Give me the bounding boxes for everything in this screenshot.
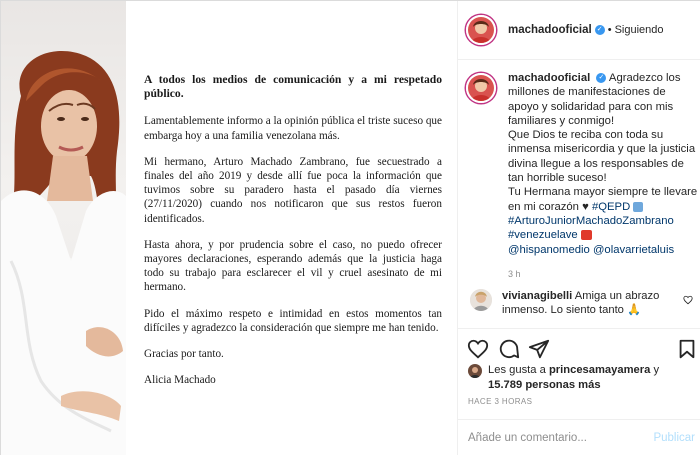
likes-connector: y [653, 364, 660, 376]
likes-count-link[interactable]: 15.789 personas más [488, 378, 601, 391]
like-comment-heart-icon[interactable] [683, 295, 693, 305]
avatar[interactable] [466, 73, 496, 103]
add-comment-bar [458, 419, 700, 455]
header-username[interactable]: machadooficial [508, 24, 592, 36]
letter-paragraph: Pido el máximo respeto e intimidad en estos momentos tan difíciles y agradezco la consideración que siempre me han tenido. [144, 307, 442, 334]
caption-username[interactable]: machadooficial [508, 72, 591, 84]
mention-link[interactable]: @olavarrietaluis [592, 243, 675, 256]
candle-icon [633, 202, 643, 212]
verified-badge-icon: ✓ [596, 73, 606, 83]
caption-line: Que Dios te reciba con toda su inmensa misericordia y que la justicia divina llegue a los responsables de tan horrible suceso! [508, 129, 696, 185]
avatar[interactable] [470, 289, 492, 311]
woman-portrait-illustration [1, 1, 126, 455]
hashtag-link[interactable]: #venezuelave [508, 229, 578, 242]
likes-summary [468, 363, 698, 392]
comment-text [502, 289, 672, 318]
publish-button[interactable]: Publicar [653, 432, 695, 444]
letter-paragraph: Hasta ahora, y por prudencia sobre el caso, no puedo ofrecer mayores declaraciones, esperando además que la justicia haga todo su trabajo para esclarecer el vil y cruel asesinato de mi hermano. [144, 238, 442, 294]
separator-dot: • [607, 24, 612, 36]
like-heart-icon[interactable] [467, 338, 489, 360]
avatar-image [468, 75, 494, 101]
venezuela-flag-icon [581, 230, 592, 240]
post-caption [466, 71, 698, 281]
likes-text [488, 363, 659, 392]
mention-link[interactable]: @hispanomedio [508, 243, 590, 256]
letter-heading: A todos los medios de comunicación y a mi respetado público. [144, 73, 442, 101]
comment-item [466, 289, 698, 318]
letter-paragraph: Lamentablemente informo a la opinión pública el triste suceso que embarga hoy a una familia venezolana más. [144, 115, 442, 142]
letter-paragraph: Mi hermano, Arturo Machado Zambrano, fue secuestrado a finales del año 2019 y desde allí fue poca la información que tuvimos sobre su paradero hasta el pasado día viernes (27/11/2020) cuando nos notificaron que sus restos fueron identificados. [144, 155, 442, 225]
caption-age: 3 h [508, 268, 521, 279]
verified-badge-icon: ✓ [595, 25, 605, 35]
avatar[interactable] [466, 15, 496, 45]
avatar-image [468, 364, 482, 378]
comment-message: Amiga un abrazo inmenso. Lo siento tanto [502, 290, 660, 317]
save-bookmark-icon[interactable] [676, 338, 698, 360]
letter-signature: Alicia Machado [144, 374, 216, 387]
post-image[interactable] [1, 1, 458, 455]
letter-paragraph: Gracias por tanto. [144, 348, 224, 361]
avatar-image [468, 17, 494, 43]
share-paper-plane-icon[interactable] [528, 338, 550, 360]
caption-text [508, 71, 698, 281]
comment-username[interactable]: vivianagibelli [502, 290, 573, 302]
hashtag-link[interactable]: #ArturoJuniorMachadoZambrano [508, 214, 674, 227]
statement-letter [144, 73, 442, 399]
post-header [458, 1, 700, 60]
caption-line: Tu Hermana mayor siempre te llevare en mi corazón ♥ [508, 186, 698, 213]
post-timestamp[interactable]: HACE 3 HORAS [468, 397, 533, 406]
likes-prefix: Les gusta a [488, 364, 546, 376]
comment-input[interactable] [468, 427, 648, 449]
post-side-panel [458, 1, 700, 455]
first-liker-link[interactable]: princesamayamera [548, 364, 651, 376]
avatar[interactable] [468, 364, 482, 378]
caption-line: Agradezco los millones de manifestaciones de apoyo y solidaridad para con mis familiares y conmigo! [508, 72, 681, 127]
comment-bubble-icon[interactable] [498, 338, 520, 360]
hashtag-link[interactable]: #QEPD [591, 200, 631, 213]
following-button[interactable]: Siguiendo [614, 24, 664, 36]
folded-hands-emoji: 🙏 [627, 304, 641, 317]
portrait-photo [1, 1, 126, 455]
avatar-image [470, 289, 492, 311]
